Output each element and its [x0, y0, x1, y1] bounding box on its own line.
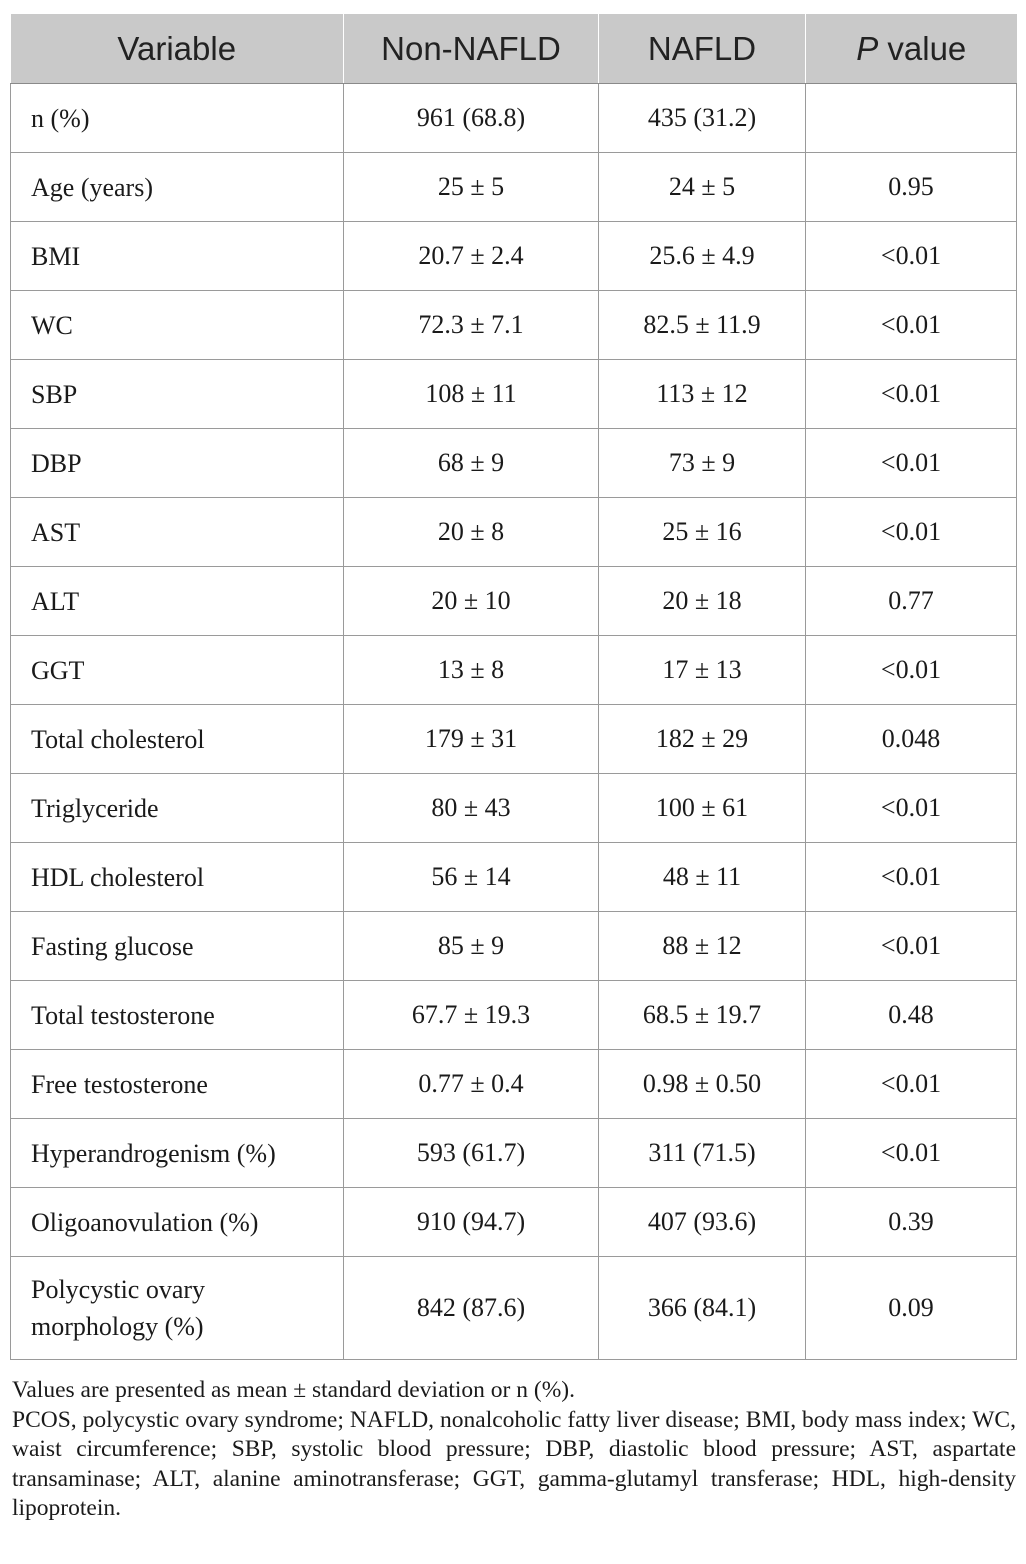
- table-row: [11, 912, 1017, 981]
- cell-variable: Oligoanovulation (%): [11, 1188, 344, 1257]
- table-row: [11, 498, 1017, 567]
- cell-p-value: <0.01: [806, 222, 1017, 291]
- cell-non-nafld: 13 ± 8: [344, 636, 599, 705]
- cell-nafld: 25.6 ± 4.9: [599, 222, 806, 291]
- cell-variable: Polycystic ovary morphology (%): [11, 1257, 344, 1360]
- table-row: [11, 291, 1017, 360]
- cell-variable: n (%): [11, 84, 344, 153]
- cell-non-nafld: 593 (61.7): [344, 1119, 599, 1188]
- cell-nafld: 100 ± 61: [599, 774, 806, 843]
- cell-nafld: 20 ± 18: [599, 567, 806, 636]
- cell-p-value: <0.01: [806, 912, 1017, 981]
- cell-non-nafld: 20 ± 8: [344, 498, 599, 567]
- table-row: [11, 222, 1017, 291]
- cell-non-nafld: 108 ± 11: [344, 360, 599, 429]
- cell-non-nafld: 842 (87.6): [344, 1257, 599, 1360]
- cell-p-value: <0.01: [806, 1050, 1017, 1119]
- cell-variable: AST: [11, 498, 344, 567]
- cell-variable: SBP: [11, 360, 344, 429]
- abbreviations-note: PCOS, polycystic ovary syndrome; NAFLD, nonalcoholic fatty liver disease; BMI, body mass index; WC, waist circumference; SBP, systolic blood pressure; DBP, diastolic blood pressure; AST, aspartate transaminase; ALT, alanine aminotransferase; GGT, gamma-glutamyl transferase; HDL, high-density lipoprotein.: [12, 1406, 1016, 1521]
- cell-nafld: 82.5 ± 11.9: [599, 291, 806, 360]
- cell-nafld: 48 ± 11: [599, 843, 806, 912]
- table-footnotes: [12, 1376, 1016, 1524]
- cell-p-value: 0.09: [806, 1257, 1017, 1360]
- cell-non-nafld: 25 ± 5: [344, 153, 599, 222]
- cell-non-nafld: 0.77 ± 0.4: [344, 1050, 599, 1119]
- cell-non-nafld: 179 ± 31: [344, 705, 599, 774]
- cell-non-nafld: 85 ± 9: [344, 912, 599, 981]
- cell-p-value: <0.01: [806, 498, 1017, 567]
- data-table: [10, 14, 1017, 1360]
- header-p-rest: value: [878, 29, 967, 67]
- table-row: [11, 1188, 1017, 1257]
- cell-nafld: 407 (93.6): [599, 1188, 806, 1257]
- cell-p-value: 0.77: [806, 567, 1017, 636]
- cell-nafld: 0.98 ± 0.50: [599, 1050, 806, 1119]
- cell-p-value: <0.01: [806, 636, 1017, 705]
- cell-variable: HDL cholesterol: [11, 843, 344, 912]
- table-row: [11, 981, 1017, 1050]
- table-row: [11, 843, 1017, 912]
- cell-non-nafld: 68 ± 9: [344, 429, 599, 498]
- cell-p-value: [806, 84, 1017, 153]
- table-body: [11, 84, 1017, 1360]
- cell-non-nafld: 56 ± 14: [344, 843, 599, 912]
- cell-non-nafld: 910 (94.7): [344, 1188, 599, 1257]
- cell-nafld: 182 ± 29: [599, 705, 806, 774]
- cell-p-value: 0.48: [806, 981, 1017, 1050]
- cell-nafld: 68.5 ± 19.7: [599, 981, 806, 1050]
- cell-nafld: 25 ± 16: [599, 498, 806, 567]
- cell-variable: Total cholesterol: [11, 705, 344, 774]
- cell-nafld: 24 ± 5: [599, 153, 806, 222]
- cell-variable: Age (years): [11, 153, 344, 222]
- cell-variable: WC: [11, 291, 344, 360]
- cell-non-nafld: 67.7 ± 19.3: [344, 981, 599, 1050]
- cell-variable: Free testosterone: [11, 1050, 344, 1119]
- cell-p-value: <0.01: [806, 360, 1017, 429]
- table-row: [11, 429, 1017, 498]
- header-non-nafld: Non-NAFLD: [344, 14, 599, 84]
- table-row: [11, 1257, 1017, 1360]
- cell-non-nafld: 80 ± 43: [344, 774, 599, 843]
- cell-nafld: 311 (71.5): [599, 1119, 806, 1188]
- cell-nafld: 88 ± 12: [599, 912, 806, 981]
- cell-non-nafld: 72.3 ± 7.1: [344, 291, 599, 360]
- table-row: [11, 705, 1017, 774]
- table-row: [11, 567, 1017, 636]
- table-header: [11, 14, 1017, 84]
- values-note: Values are presented as mean ± standard deviation or n (%).: [12, 1377, 575, 1403]
- cell-variable: Hyperandrogenism (%): [11, 1119, 344, 1188]
- cell-p-value: 0.39: [806, 1188, 1017, 1257]
- header-variable: Variable: [11, 14, 344, 84]
- cell-variable: Total testosterone: [11, 981, 344, 1050]
- table-row: [11, 153, 1017, 222]
- cell-non-nafld: 961 (68.8): [344, 84, 599, 153]
- cell-p-value: <0.01: [806, 774, 1017, 843]
- cell-non-nafld: 20.7 ± 2.4: [344, 222, 599, 291]
- cell-variable: BMI: [11, 222, 344, 291]
- header-p-italic: P: [856, 29, 879, 67]
- cell-p-value: <0.01: [806, 843, 1017, 912]
- cell-p-value: 0.95: [806, 153, 1017, 222]
- cell-p-value: <0.01: [806, 291, 1017, 360]
- cell-nafld: 113 ± 12: [599, 360, 806, 429]
- cell-variable: GGT: [11, 636, 344, 705]
- cell-p-value: 0.048: [806, 705, 1017, 774]
- table-row: [11, 1119, 1017, 1188]
- header-p-value: [806, 14, 1017, 84]
- cell-p-value: <0.01: [806, 1119, 1017, 1188]
- cell-variable: ALT: [11, 567, 344, 636]
- table-row: [11, 84, 1017, 153]
- cell-nafld: 73 ± 9: [599, 429, 806, 498]
- header-row: [11, 14, 1017, 84]
- cell-non-nafld: 20 ± 10: [344, 567, 599, 636]
- table-row: [11, 360, 1017, 429]
- cell-nafld: 17 ± 13: [599, 636, 806, 705]
- cell-variable: Fasting glucose: [11, 912, 344, 981]
- cell-p-value: <0.01: [806, 429, 1017, 498]
- cell-nafld: 366 (84.1): [599, 1257, 806, 1360]
- cell-nafld: 435 (31.2): [599, 84, 806, 153]
- cell-variable: DBP: [11, 429, 344, 498]
- header-nafld: NAFLD: [599, 14, 806, 84]
- cell-variable: Triglyceride: [11, 774, 344, 843]
- table-row: [11, 774, 1017, 843]
- table-row: [11, 1050, 1017, 1119]
- table-row: [11, 636, 1017, 705]
